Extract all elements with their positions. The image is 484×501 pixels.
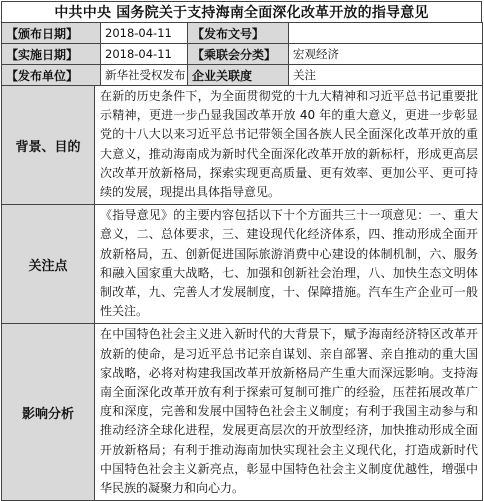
document-number-value (289, 23, 483, 44)
effective-date-label: 【实施日期】 (2, 44, 101, 65)
document-title: 中共中央 国务院关于支持海南全面深化改革开放的指导意见 (1, 1, 482, 23)
section-impact (2, 324, 483, 501)
section-background (2, 86, 483, 205)
meta-row-publisher (2, 65, 483, 86)
focus-text: 《指导意见》的主要内容包括以下十个方面共三十一项意见：一、重大意义，二、总体要求，三、建设现代化经济体系，四、推动形成全面开放新格局，五、创新促进国际旅游消费中心建设的体制机制，六、服务和融入国家重大战略，七、加强和创新社会治理，八、加快生态文明体制改革，九、完善人才发展制度，十、保障措施。汽车生产企业可一般性关注。 (95, 205, 483, 324)
publisher-value: 新华社受权发布 (101, 65, 188, 86)
publisher-label: 【发布单位】 (2, 65, 101, 86)
issue-date-value: 2018-04-11 (101, 23, 188, 44)
relevance-value: 关注 (289, 65, 483, 86)
cpca-category-value: 宏观经济 (289, 44, 483, 65)
meta-row-effective-date (2, 44, 483, 65)
cpca-category-label: 【乘联会分类】 (188, 44, 289, 65)
effective-date-value: 2018-04-11 (101, 44, 188, 65)
analysis-table (1, 85, 483, 501)
impact-text: 在中国特色社会主义进入新时代的大背景下，赋予海南经济特区改革开放新的使命，是习近平总书记亲自谋划、亲自部署、亲自推动的重大国家战略，必将对构建我国改革开放新格局产生重大而深远影响。支持海南全面深化改革开放有利于探索可复制可推广的经验，压茬拓展改革广度和深度，完善和发展中国特色社会主义制度；有利于我国主动参与和推动经济全球化进程，发展更高层次的开放型经济，加快推动形成全面开放新格局；有利于推动海南加快实现社会主义现代化，打造成新时代中国特色社会主义新亮点，彰显中国特色社会主义制度优越性，增强中华民族的凝聚力和向心力。 (95, 324, 483, 501)
issue-date-label: 【颁布日期】 (2, 23, 101, 44)
document-number-label: 【发布文号】 (188, 23, 289, 44)
focus-label: 关注点 (2, 205, 95, 324)
impact-label: 影响分析 (2, 324, 95, 501)
meta-row-issue-date (2, 23, 483, 44)
metadata-table (1, 22, 483, 86)
background-text: 在新的历史条件下，为全面贯彻党的十九大精神和习近平总书记重要批示精神，更进一步凸显我国改革开放 40 年的重大意义，更进一步彰显党的十八大以来习近平总书记带领全国各族人民全面深化改革开放的重大意义，推动海南成为新时代全面深化改革开放的新标杆，形成更高层次改革开放新格局，探索实现更高质量、更有效率、更加公平、更可持续的发展，现提出具体指导意见。 (95, 86, 483, 205)
relevance-label: 企业关联度 (188, 65, 289, 86)
section-focus (2, 205, 483, 324)
background-label: 背景、目的 (2, 86, 95, 205)
